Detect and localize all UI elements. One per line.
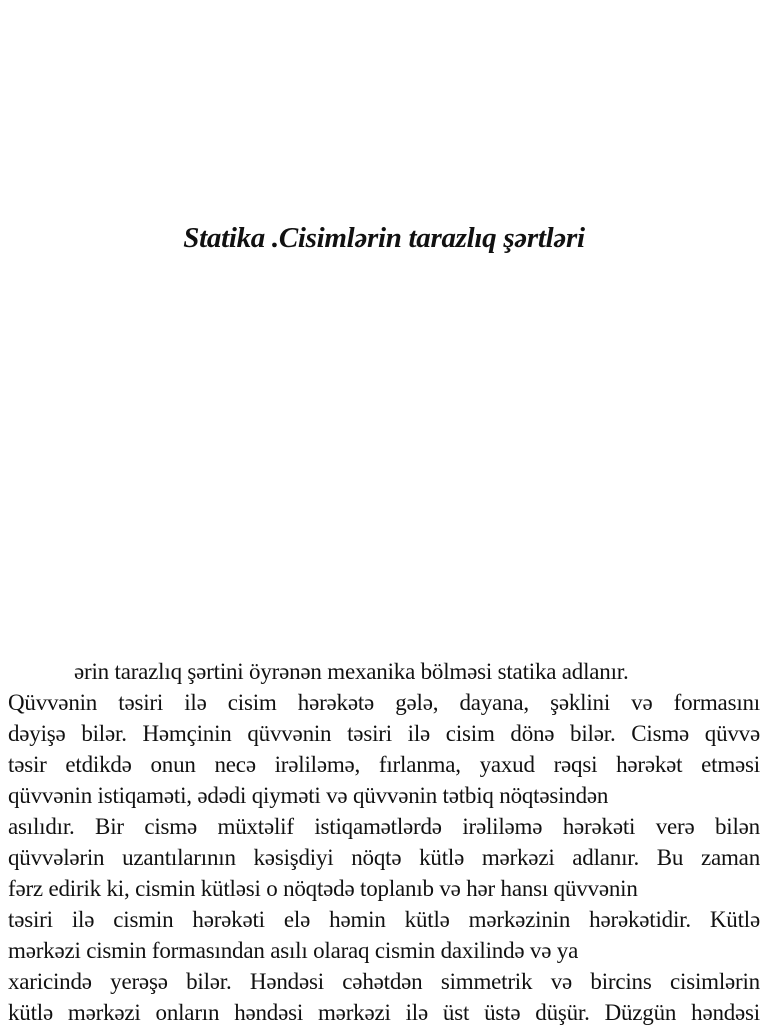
text-line: xaricində yerəşə bilər. Həndəsi cəhətdən simmetrik və bircins cisimlərin: [8, 969, 760, 994]
text-line: dəyişə bilər. Həmçinin qüvvənin təsiri ilə cisim dönə bilər. Cismə qüvvə: [8, 721, 760, 746]
text-line: qüvvənin istiqaməti, ədədi qiyməti və qüvvənin tətbiq nöqtəsindən: [8, 783, 609, 808]
text-line: asılıdır. Bir cismə müxtəlif istiqamətlərdə irəliləmə hərəkəti verə bilən: [8, 814, 760, 839]
text-line: fərz edirik ki, cismin kütləsi o nöqtədə toplanıb və hər hansı qüvvənin: [8, 876, 638, 901]
text-line: kütlə mərkəzi onların həndəsi mərkəzi ilə üst üstə düşür. Düzgün həndəsi: [8, 1000, 760, 1025]
text-line: qüvvələrin uzantılarının kəsişdiyi nöqtə kütlə mərkəzi adlanır. Bu zaman: [8, 845, 760, 870]
page-title: Statika .Cisimlərin tarazlıq şərtləri: [183, 222, 585, 254]
text-line: təsiri ilə cismin hərəkəti elə həmin kütlə mərkəzinin hərəkətidir. Kütlə: [8, 907, 760, 932]
text-line: Qüvvənin təsiri ilə cisim hərəkətə gələ, dayana, şəklini və formasını: [8, 690, 760, 715]
body-text: [8, 656, 760, 1028]
text-line: mərkəzi cismin formasından asılı olaraq cismin daxilində və ya: [8, 938, 579, 963]
text-line: ərin tarazlıq şərtini öyrənən mexanika bölməsi statika adlanır.: [74, 659, 629, 684]
text-line: təsir etdikdə onun necə irəliləmə, fırlanma, yaxud rəqsi hərəkət etməsi: [8, 752, 760, 777]
